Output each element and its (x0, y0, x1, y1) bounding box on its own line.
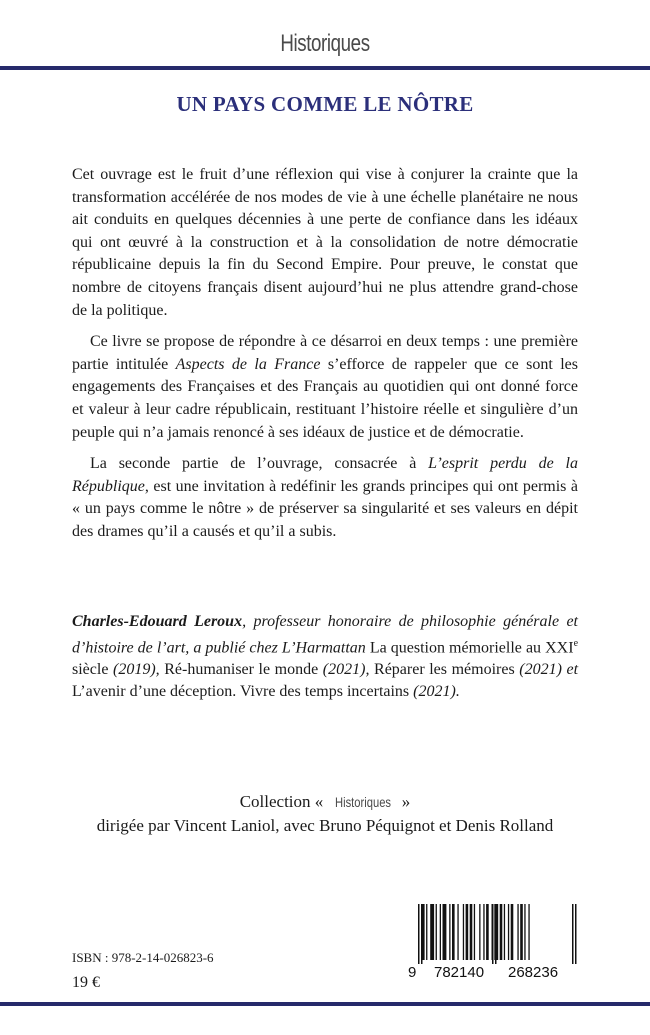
barcode-bar (528, 904, 529, 960)
synopsis-text: Ce livre se propose de répondre à ce désarroi en deux temps : une première partie intitulée (72, 333, 578, 373)
synopsis-paragraph-2 (72, 331, 578, 444)
barcode-first-digit: 9 (408, 964, 417, 981)
part-title-aspects: Aspects de la France (175, 355, 321, 373)
book-1-cont: siècle (72, 661, 109, 679)
book-2: Ré-humaniser le monde (159, 661, 319, 679)
barcode-bar (422, 904, 425, 960)
barcode-bar (426, 904, 427, 960)
price: 19 € (72, 974, 100, 991)
synopsis-paragraph-1: Cet ouvrage est le fruit d’une réflexion qui vise à conjurer la crainte que la transformation accélérée de nos modes de vie à une échelle planétaire ne nous ait conduits en quelques décennies à une perte de confiance dans les idéaux qui ont œuvré à la construction et à la consolidation de notre démocratie républicaine depuis la fin du Second Empire. Pour preuve, le constat que nombre de citoyens français disent aujourd’hui ne plus attendre grand-chose de la politique. (72, 166, 578, 319)
collection-line (0, 790, 650, 814)
collection-prefix: Collection « (239, 792, 328, 811)
barcode-bars (406, 904, 578, 964)
synopsis (72, 164, 578, 553)
barcode-bar (466, 904, 469, 960)
barcode-bar (486, 904, 489, 960)
book-3: Réparer les mémoires (369, 661, 515, 679)
barcode-bar (524, 904, 525, 960)
synopsis-text: La seconde partie de l’ouvrage, consacrée à (90, 455, 429, 473)
barcode-bar (449, 904, 450, 960)
book-1-sup: e (573, 638, 579, 649)
barcode-bar (504, 904, 505, 960)
isbn: ISBN : 978-2-14-026823-6 (72, 950, 214, 965)
part-title-esprit: L’esprit perdu de la République (72, 455, 579, 495)
barcode-bar (430, 904, 434, 960)
barcode-bar (511, 904, 514, 960)
barcode-bar (520, 904, 523, 960)
bottom-rule (0, 1002, 650, 1006)
year-1: (2019), (108, 661, 160, 679)
synopsis-paragraph-3 (72, 453, 578, 543)
barcode-bar (572, 904, 574, 964)
barcode-bar (517, 904, 518, 960)
author-bio (72, 611, 578, 703)
barcode-bar (463, 904, 464, 960)
barcode-bar (575, 904, 577, 964)
series-logo: Historiques (280, 30, 370, 57)
barcode-bar (443, 904, 447, 960)
book-1: La question mémorielle au XXI (369, 639, 574, 657)
synopsis-text: , est une invitation à redéfinir les grands principes qui ont permis à « un pays comme le nôtre » de préserver sa singularité et ses valeurs en dépit des drames qu’il a causés et qu’il a subis. (72, 477, 578, 540)
year-3: (2021) et (514, 661, 579, 679)
author-name: Charles-Edouard Leroux (72, 613, 243, 630)
barcode-bar (495, 904, 497, 964)
barcode-bar (436, 904, 437, 960)
collection-info (0, 790, 650, 837)
synopsis-text: s’efforce de rappeler que ce sont les engagements des Françaises et des Français au quotidien qui ont donné force et valeur à leur cadre républicain, restituant l’histoire réelle et singulière d’un peuple qui n’a jamais renoncé à ses idéaux de justice et de démocratie. (72, 355, 579, 441)
barcode-bar (479, 904, 480, 960)
top-rule (0, 66, 650, 70)
barcode-bar (470, 904, 473, 960)
barcode-bar (418, 904, 420, 964)
barcode-bar (440, 904, 441, 960)
barcode-right-digits: 268236 (508, 964, 559, 981)
barcode-bar (492, 904, 494, 964)
barcode-bar (474, 904, 475, 960)
book-title: UN PAYS COMME LE NÔTRE (176, 92, 474, 116)
collection-logo: Historiques (334, 794, 391, 810)
year-2: (2021), (318, 661, 370, 679)
barcode-bar (508, 904, 509, 960)
barcode-bar (500, 904, 503, 960)
collection-suffix: » (397, 792, 411, 811)
barcode-bar (483, 904, 484, 960)
year-4: (2021). (409, 683, 460, 701)
barcode-bar (457, 904, 458, 960)
barcode-bar (452, 904, 455, 960)
barcode-left-digits: 782140 (434, 964, 485, 981)
collection-directors: dirigée par Vincent Laniol, avec Bruno Péquignot et Denis Rolland (96, 816, 554, 835)
book-4: L’avenir d’une déception. Vivre des temps incertains (72, 683, 410, 701)
author-bio-intro: , professeur honoraire de philosophie générale et d’histoire de l’art, a publié chez L’Harmattan (72, 613, 578, 657)
